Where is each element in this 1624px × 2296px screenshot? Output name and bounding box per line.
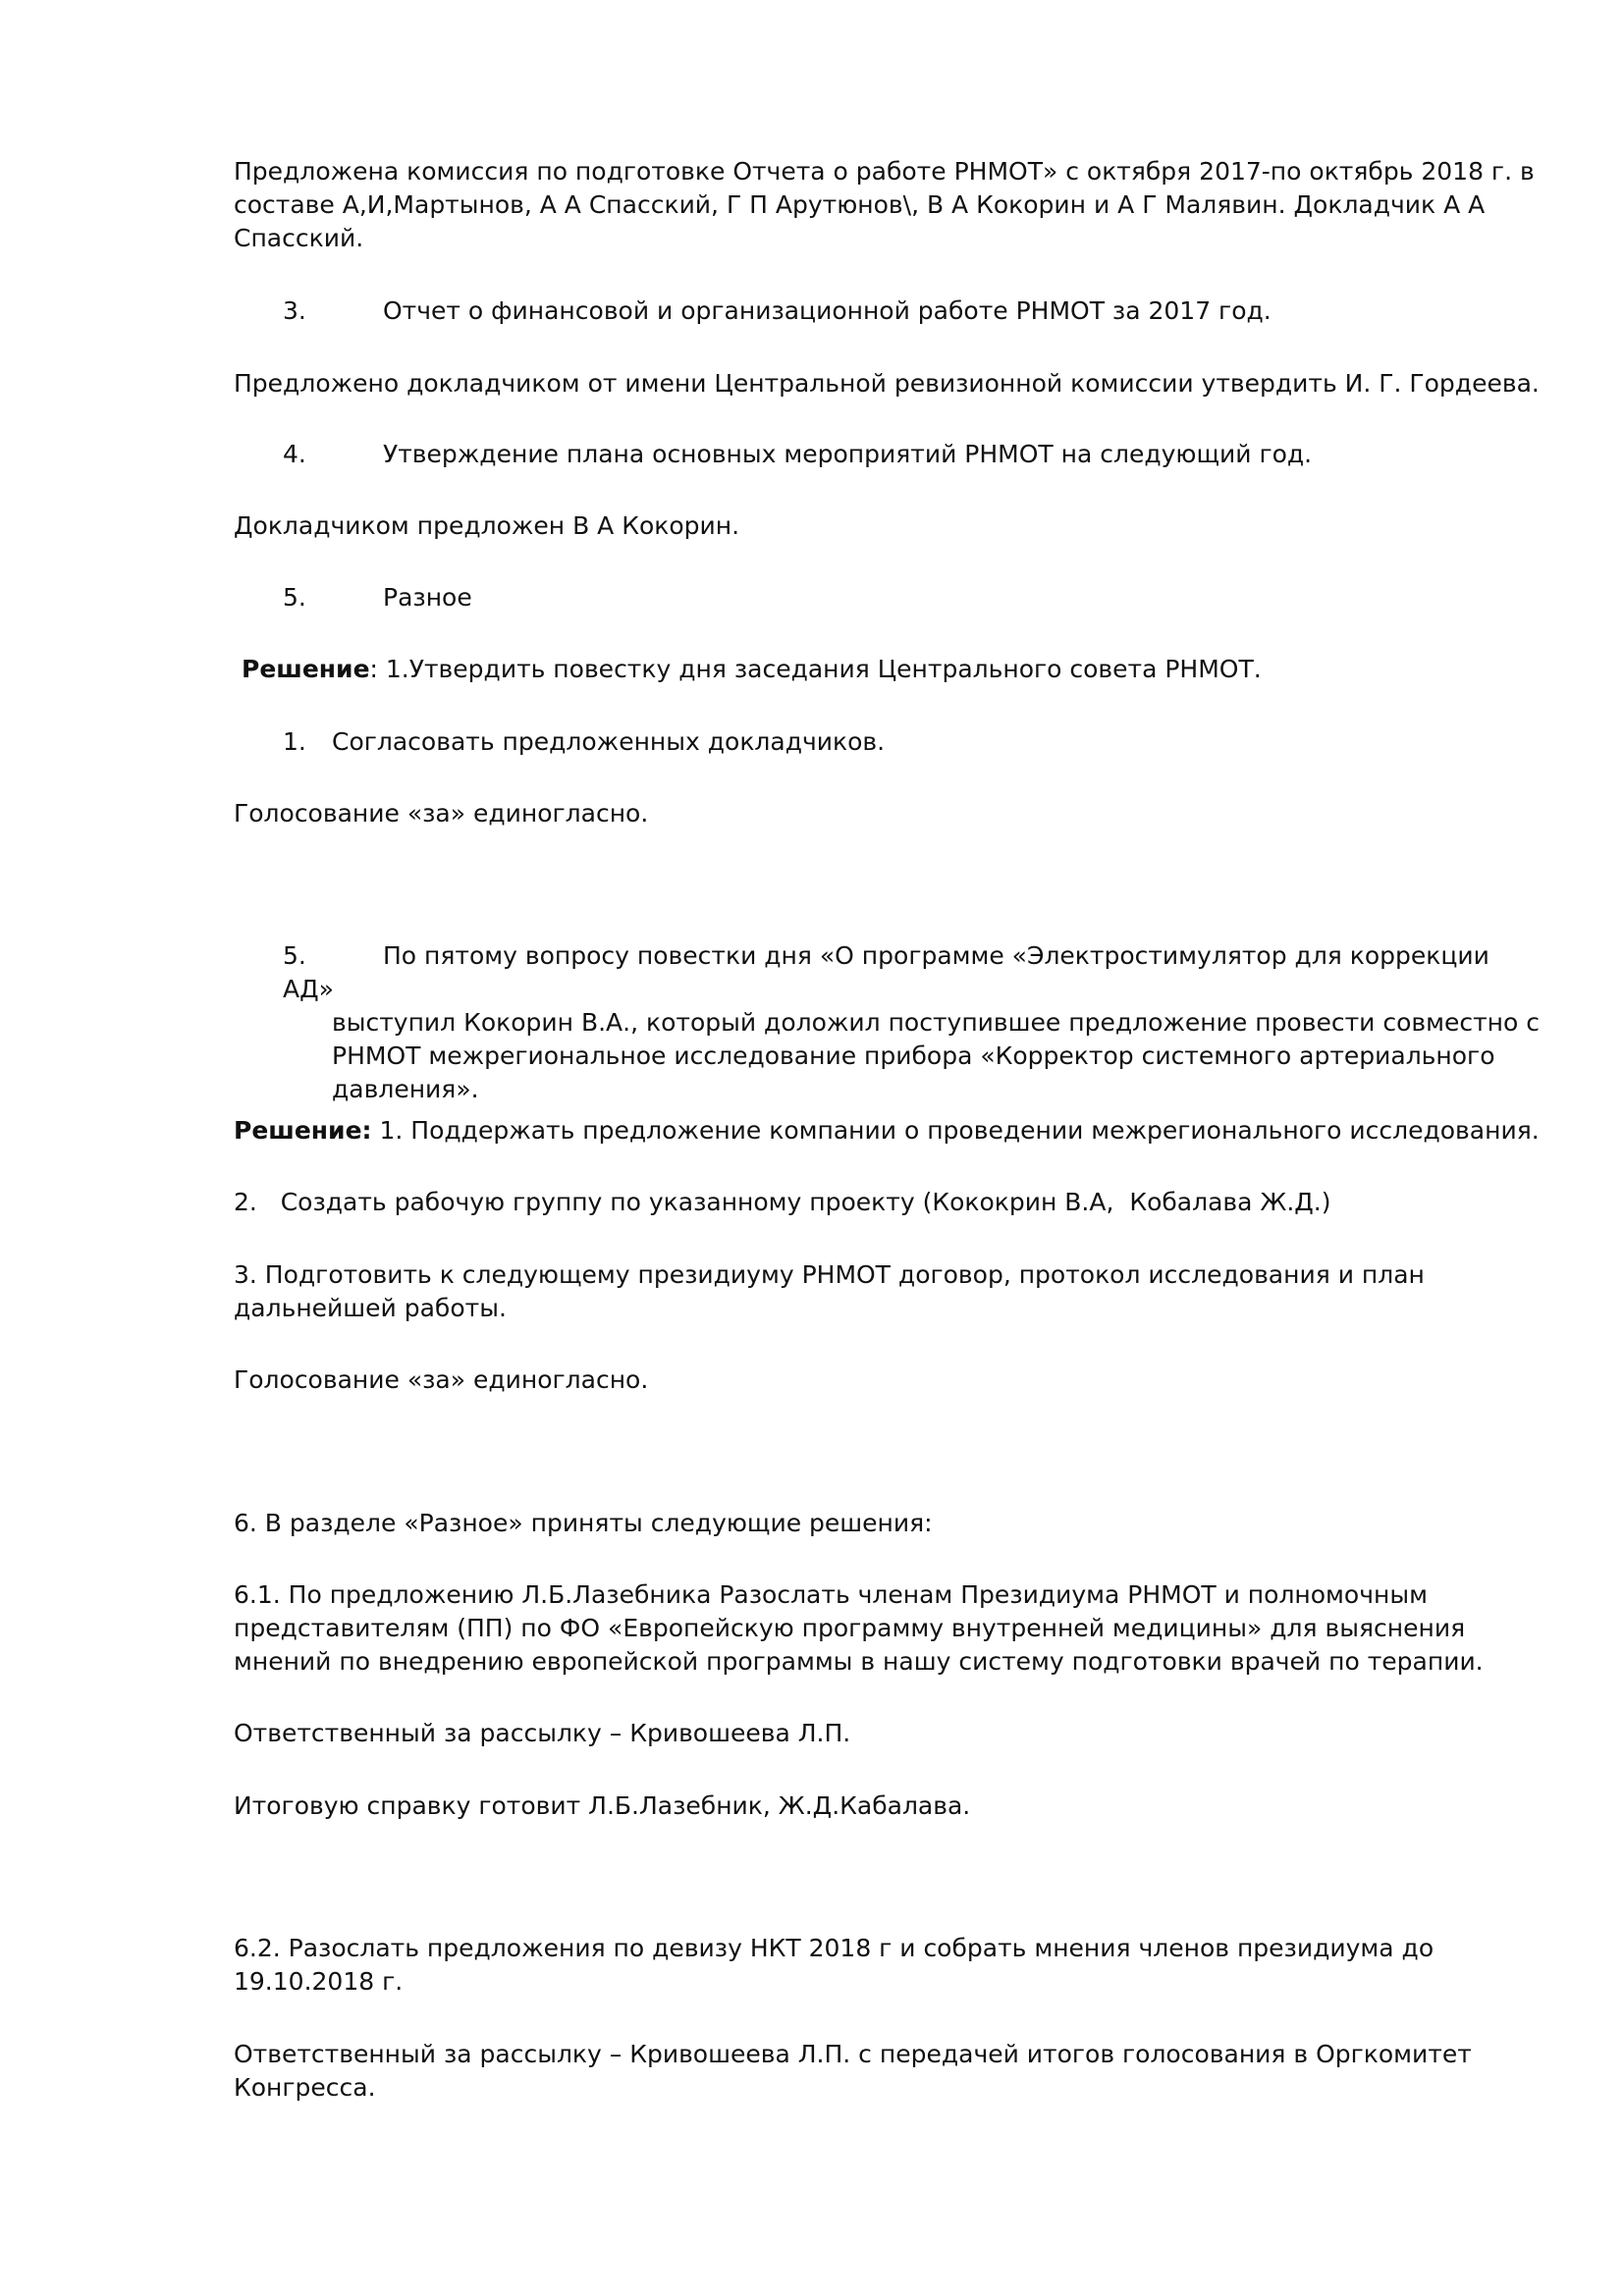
- text-line: [283, 939, 1540, 1006]
- text-line: давления».: [332, 1075, 479, 1103]
- speaker-paragraph: Докладчиком предложен В А Кокорин.: [234, 511, 740, 540]
- item-number: 1.: [283, 727, 306, 756]
- decision-1: [242, 653, 1547, 686]
- item-number: 4.: [283, 440, 306, 468]
- decision-2-item-3: [234, 1258, 1540, 1325]
- text-line: Ответственный за рассылку – Кривошеева Л.П. с передачей итогов голосования в Оргкомитет: [234, 2040, 1472, 2068]
- item-text: Согласовать предложенных докладчиков.: [332, 727, 886, 756]
- item-text: Утверждение плана основных мероприятий РНМОТ на следующий год.: [383, 440, 1313, 468]
- item-text: Разное: [383, 583, 472, 612]
- text-line: Спасский.: [234, 224, 364, 252]
- agenda-item-4: [283, 438, 1312, 471]
- text-line: составе А,И,Мартынов, А А Спасский, Г П Арутюнов\, В А Кокорин и А Г Малявин. Докладчик А А: [234, 190, 1486, 219]
- agenda-item-5: [283, 581, 472, 614]
- agenda-item-3: [283, 294, 1272, 328]
- question-5-paragraph: [283, 939, 1540, 1106]
- section-6-1-paragraph: [234, 1578, 1540, 1679]
- text-line: 6.2. Разослать предложения по девизу НКТ 2018 г и собрать мнения членов президиума до: [234, 1934, 1435, 1962]
- text-line: представителям (ПП) по ФО «Европейскую программу внутренней медицины» для выяснения: [234, 1614, 1466, 1642]
- text-line: дальнейшей работы.: [234, 1294, 507, 1322]
- decision-2: [234, 1114, 1540, 1148]
- text-line: выступил Кокорин В.А., который доложил поступившее предложение провести совместно с: [332, 1008, 1541, 1037]
- decision-2-item-2: 2. Создать рабочую группу по указанному проекту (Кококрин В.А, Кобалава Ж.Д.): [234, 1188, 1331, 1216]
- section-6-2-responsible: [234, 2038, 1540, 2105]
- text-line: 3. Подготовить к следующему президиуму РНМОТ договор, протокол исследования и план: [234, 1260, 1425, 1289]
- text-line: 6.1. По предложению Л.Б.Лазебника Разослать членам Президиума РНМОТ и полномочным: [234, 1580, 1428, 1609]
- decision-label: Решение:: [234, 1116, 372, 1145]
- audit-proposal-paragraph: Предложено докладчиком от имени Центральной ревизионной комиссии утвердить И. Г. Гордеева.: [234, 369, 1540, 398]
- text-line: мнений по внедрению европейской программы в нашу систему подготовки врачей по терапии.: [234, 1647, 1484, 1676]
- section-6-1-summary: Итоговую справку готовит Л.Б.Лазебник, Ж.Д.Кабалава.: [234, 1791, 971, 1820]
- decision-list-item-1: [283, 725, 885, 759]
- item-number: 3.: [283, 296, 306, 325]
- section-6-2-paragraph: [234, 1932, 1540, 1999]
- vote-result-1: Голосование «за» единогласно.: [234, 799, 649, 828]
- text-line: Конгресса.: [234, 2073, 376, 2102]
- section-6-1-responsible: Ответственный за рассылку – Кривошеева Л.П.: [234, 1719, 851, 1747]
- decision-text: : 1.Утвердить повестку дня заседания Центрального совета РНМОТ.: [369, 655, 1262, 683]
- section-6-title: 6. В разделе «Разное» приняты следующие решения:: [234, 1509, 933, 1537]
- item-text: Отчет о финансовой и организационной работе РНМОТ за 2017 год.: [383, 296, 1272, 325]
- item-number: 5.: [283, 583, 306, 612]
- text-line: Предложена комиссия по подготовке Отчета о работе РНМОТ» с октября 2017-по октябрь 2018 г. в: [234, 157, 1535, 186]
- vote-result-2: Голосование «за» единогласно.: [234, 1365, 649, 1394]
- commission-paragraph: [234, 155, 1540, 255]
- decision-label: Решение: [242, 655, 370, 683]
- item-number: 5.: [283, 941, 306, 970]
- item-text: По пятому вопросу повестки дня «О программе «Электростимулятор для коррекции АД»: [283, 941, 1489, 1003]
- text-line: 19.10.2018 г.: [234, 1967, 404, 1996]
- text-line: РНМОТ межрегиональное исследование прибора «Корректор системного артериального: [332, 1041, 1495, 1070]
- decision-text: 1. Поддержать предложение компании о проведении межрегионального исследования.: [371, 1116, 1540, 1145]
